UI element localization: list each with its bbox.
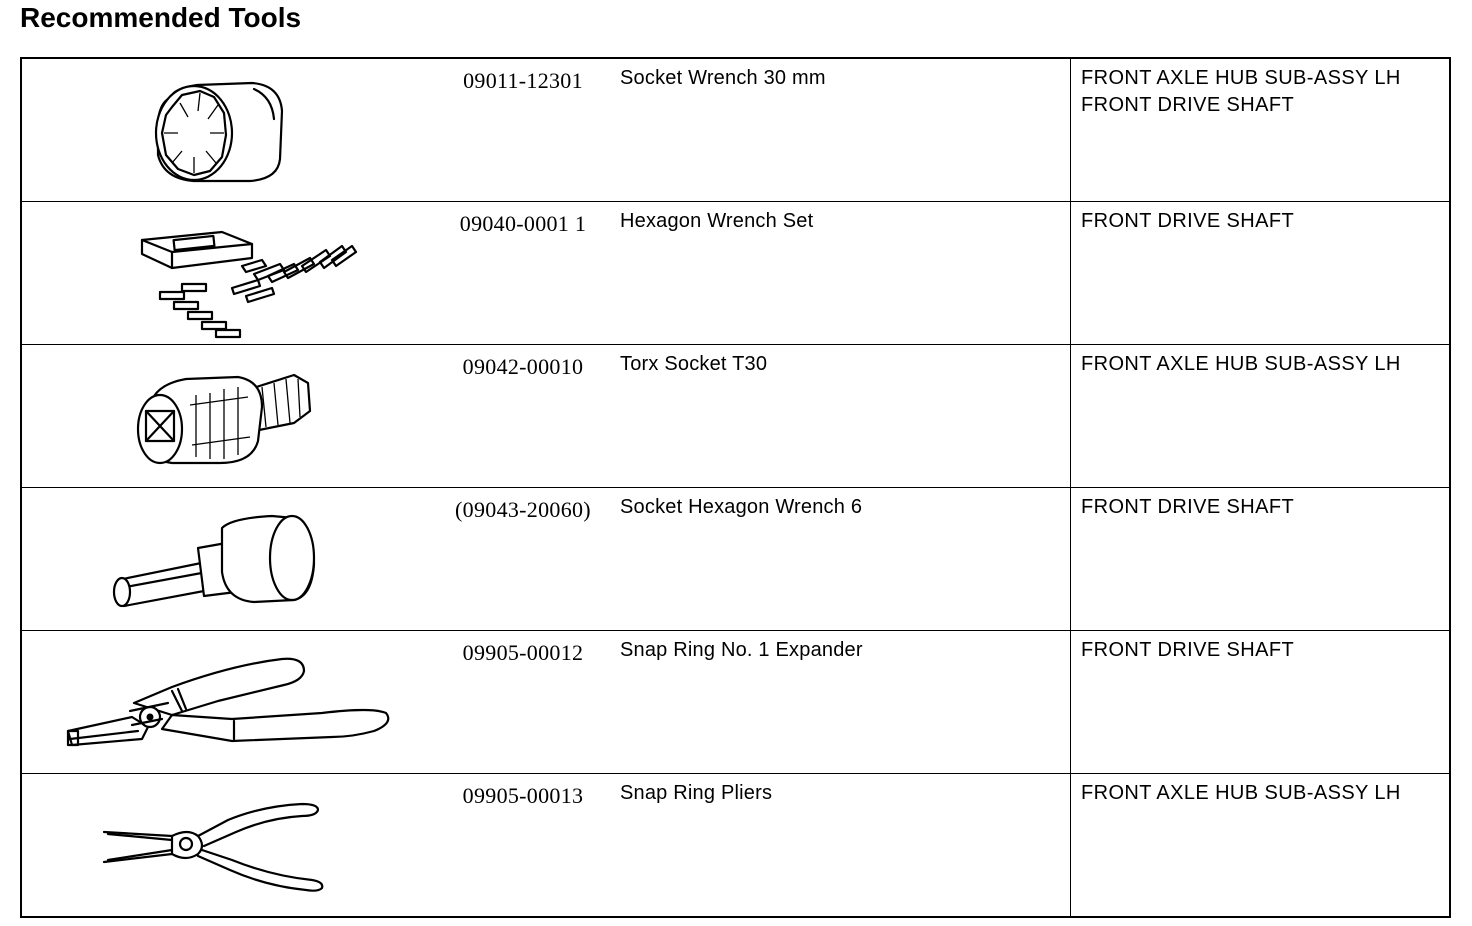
table-row: [21, 774, 1450, 918]
part-number: 09040-0001 1: [459, 211, 587, 236]
application-item: FRONT AXLE HUB SUB-ASSY LH: [1081, 782, 1401, 804]
socket-hexagon-wrench-icon: [22, 488, 428, 630]
applications-cell: [1071, 631, 1451, 774]
tool-name-cell: [618, 202, 1071, 345]
tool-name-cell: [618, 631, 1071, 774]
table-row: [21, 345, 1450, 488]
hexagon-wrench-set-icon: [22, 202, 428, 344]
tool-name-cell: [618, 345, 1071, 488]
tool-name: Socket Wrench 30 mm: [620, 67, 826, 89]
part-number: 09905-00012: [462, 640, 584, 665]
socket-wrench-icon: [22, 59, 428, 201]
torx-socket-icon: [22, 345, 428, 487]
part-number-cell: [428, 774, 618, 918]
part-number-cell: [428, 631, 618, 774]
application-item: FRONT AXLE HUB SUB-ASSY LH: [1081, 353, 1401, 375]
tool-name: Hexagon Wrench Set: [620, 210, 814, 232]
tools-table: [20, 57, 1451, 918]
part-number-cell: [428, 202, 618, 345]
applications-cell: [1071, 345, 1451, 488]
part-number-cell: [428, 58, 618, 202]
tool-image-cell: [21, 631, 428, 774]
tool-image-cell: [21, 774, 428, 918]
tool-name: Torx Socket T30: [620, 353, 768, 375]
part-number-cell: [428, 345, 618, 488]
applications-cell: [1071, 58, 1451, 202]
table-row: [21, 488, 1450, 631]
snap-ring-expander-icon: [22, 631, 428, 773]
part-number-cell: [428, 488, 618, 631]
part-number: 09042-00010: [462, 354, 584, 379]
part-number: 09905-00013: [462, 783, 584, 808]
tool-name-cell: [618, 488, 1071, 631]
tool-image-cell: [21, 345, 428, 488]
applications-cell: [1071, 202, 1451, 345]
application-item: FRONT AXLE HUB SUB-ASSY LH: [1081, 67, 1401, 89]
part-number: (09043-20060): [455, 497, 591, 522]
page-title: Recommended Tools: [20, 2, 302, 33]
tool-name: Snap Ring Pliers: [620, 782, 773, 804]
tool-image-cell: [21, 488, 428, 631]
application-item: FRONT DRIVE SHAFT: [1081, 639, 1295, 661]
snap-ring-pliers-icon: [22, 774, 428, 916]
table-row: [21, 202, 1450, 345]
tool-name: Snap Ring No. 1 Expander: [620, 639, 863, 661]
applications-cell: [1071, 774, 1451, 918]
applications-cell: [1071, 488, 1451, 631]
table-row: [21, 58, 1450, 202]
tool-name-cell: [618, 58, 1071, 202]
application-item: FRONT DRIVE SHAFT: [1081, 94, 1295, 116]
tool-image-cell: [21, 58, 428, 202]
part-number: 09011-12301: [463, 68, 583, 93]
table-row: [21, 631, 1450, 774]
tool-image-cell: [21, 202, 428, 345]
tool-name: Socket Hexagon Wrench 6: [620, 496, 863, 518]
application-item: FRONT DRIVE SHAFT: [1081, 210, 1295, 232]
tool-name-cell: [618, 774, 1071, 918]
application-item: FRONT DRIVE SHAFT: [1081, 496, 1295, 518]
